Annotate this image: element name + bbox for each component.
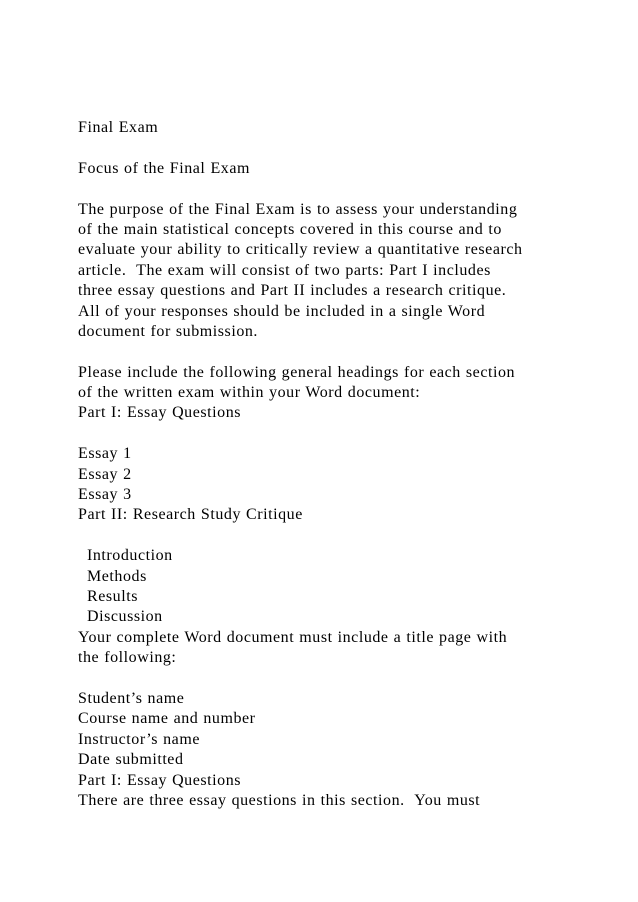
part2-heading: Part II: Research Study Critique: [78, 506, 303, 524]
paragraph-line: Your complete Word document must include a title page with: [78, 628, 508, 646]
essay-item: Essay 3: [78, 486, 132, 504]
paragraph-line: document for submission.: [78, 322, 258, 340]
paragraph-line: All of your responses should be included in a single Word: [78, 302, 486, 320]
title-page-item: Course name and number: [78, 710, 256, 728]
document-body: [78, 118, 618, 811]
essay-item: Essay 1: [78, 445, 132, 463]
blank-line: [78, 526, 618, 546]
critique-section-item: Discussion: [87, 608, 163, 626]
paragraph-line: of the main statistical concepts covered in this course and to: [78, 220, 502, 238]
blank-line: [78, 179, 618, 199]
paragraph-line: Please include the following general headings for each section: [78, 363, 516, 381]
critique-section-item: Methods: [87, 567, 147, 585]
essay-list: [78, 444, 618, 505]
paragraph-line: the following:: [78, 649, 177, 667]
paragraph-line: of the written exam within your Word document:: [78, 384, 421, 402]
part1-heading-repeat: Part I: Essay Questions: [78, 771, 242, 789]
paragraph-line: The purpose of the Final Exam is to assess your understanding: [78, 200, 518, 218]
paragraph-line: evaluate your ability to critically review a quantitative research: [78, 241, 523, 259]
blank-line: [78, 342, 618, 362]
title-page-item: Date submitted: [78, 751, 184, 769]
blank-line: [78, 138, 618, 158]
title-page-item: Student’s name: [78, 689, 185, 707]
title-page-items-list: [78, 689, 618, 771]
purpose-paragraph: [78, 200, 618, 343]
blank-line: [78, 424, 618, 444]
part1-intro-line: There are three essay questions in this section. You must: [78, 791, 481, 809]
critique-section-item: Results: [87, 587, 138, 605]
essay-item: Essay 2: [78, 465, 132, 483]
title-page-item: Instructor’s name: [78, 730, 200, 748]
focus-heading: Focus of the Final Exam: [78, 159, 250, 177]
title-page-intro-paragraph: [78, 628, 618, 669]
critique-section-item: Introduction: [87, 547, 173, 565]
headings-intro-paragraph: [78, 363, 618, 404]
part1-heading: Part I: Essay Questions: [78, 404, 242, 422]
critique-sections-list: [78, 546, 618, 628]
document-title: Final Exam: [78, 119, 159, 136]
paragraph-line: three essay questions and Part II includes a research critique.: [78, 282, 507, 300]
paragraph-line: article. The exam will consist of two parts: Part I includes: [78, 261, 491, 279]
blank-line: [78, 669, 618, 689]
